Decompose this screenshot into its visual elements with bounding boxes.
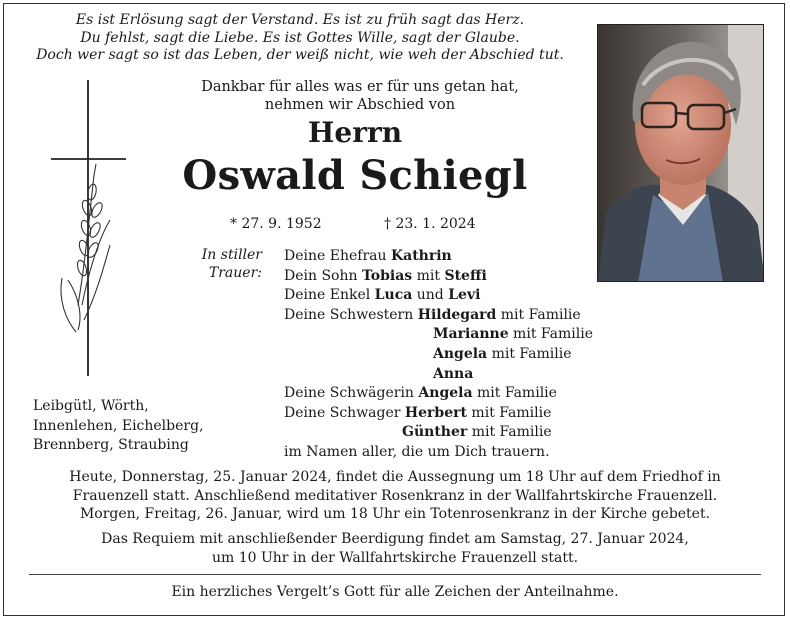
requiem-info: [10, 530, 780, 567]
place-line: Leibgütl, Wörth,: [33, 398, 149, 414]
salutation: Herrn: [307, 116, 403, 149]
mourner-line: Dein Sohn Tobias mit Steffi: [284, 267, 487, 284]
mourner-line: Deine Schwager Herbert mit Familie: [284, 404, 552, 421]
service-line: Heute, Donnerstag, 25. Januar 2024, findet die Aussegnung um 18 Uhr auf dem Friedhof in: [69, 469, 721, 485]
cross-wheat-icon: [48, 80, 130, 376]
portrait-image: [598, 25, 764, 282]
mourner-line: Deine Schwestern Hildegard mit Familie: [284, 306, 581, 323]
service-line: Frauenzell statt. Anschließend meditativer Rosenkranz in der Wallfahrtskirche Frauenzell.: [72, 487, 718, 504]
service-line: Morgen, Freitag, 26. Januar, wird um 18 Uhr ein Totenrosenkranz in der Kirche gebetet.: [79, 506, 711, 523]
mourner-line: Anna: [433, 365, 474, 382]
place-line: Brennberg, Straubing: [33, 437, 189, 454]
poem-line: Es ist Erlösung sagt der Verstand. Es ist zu früh sagt das Herz.: [75, 12, 525, 28]
mourning-label: [180, 246, 262, 282]
mourner-line: Angela mit Familie: [433, 346, 572, 362]
mourner-line: im Namen aller, die um Dich trauern.: [284, 444, 550, 460]
poem-line: Du fehlst, sagt die Liebe. Es ist Gottes Wille, sagt der Glaube.: [80, 29, 520, 46]
birth-date: * 27. 9. 1952: [230, 216, 322, 232]
place-line: Innenlehen, Eichelberg,: [33, 417, 204, 434]
poem-line: Doch wer sagt so ist das Leben, der weiß nicht, wie weh der Abschied tut.: [36, 47, 564, 63]
mourning-label-line: Trauer:: [208, 265, 262, 281]
closing-text: Ein herzliches Vergelt’s Gott für alle Zeichen der Anteilnahme.: [171, 584, 619, 600]
service-info: [10, 468, 780, 524]
mourner-line: Deine Schwägerin Angela mit Familie: [284, 385, 557, 402]
requiem-line: um 10 Uhr in der Wallfahrtskirche Frauenzell statt.: [211, 549, 579, 566]
death-date: † 23. 1. 2024: [384, 216, 476, 232]
thanks-line: nehmen wir Abschied von: [264, 97, 456, 113]
mourner-line: Deine Enkel Luca und Levi: [284, 287, 481, 304]
divider: [29, 574, 761, 575]
deceased-name: Oswald Schiegl: [182, 152, 528, 199]
places: [33, 397, 204, 456]
mourning-label-line: In stiller: [201, 247, 262, 263]
mourner-line: Günther mit Familie: [402, 424, 552, 441]
portrait-photo: [597, 24, 764, 282]
mourner-line: Marianne mit Familie: [433, 326, 593, 343]
thanks-line: Dankbar für alles was er für uns getan hat,: [201, 79, 519, 95]
mourner-line: Deine Ehefrau Kathrin: [284, 248, 452, 264]
poem: [10, 12, 590, 65]
requiem-line: Das Requiem mit anschließender Beerdigung findet am Samstag, 27. Januar 2024,: [101, 531, 689, 547]
thanks-text: [160, 78, 560, 114]
